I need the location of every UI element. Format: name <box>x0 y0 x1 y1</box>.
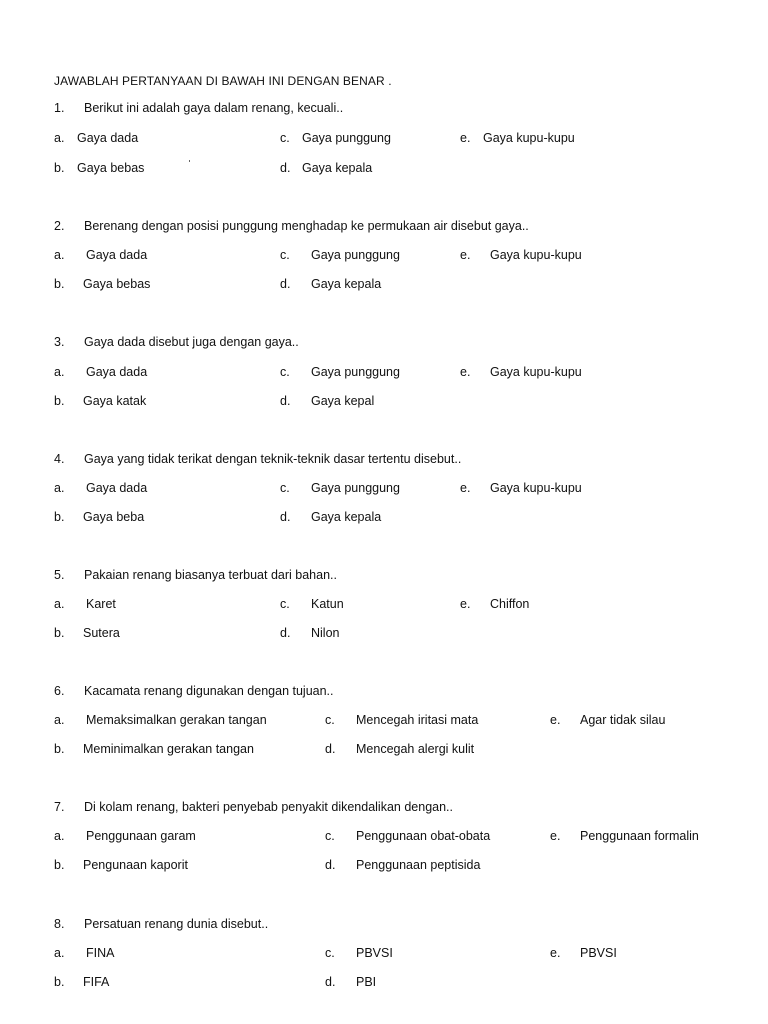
answer-option[interactable]: Karet <box>86 597 116 611</box>
answer-option[interactable]: Gaya katak <box>83 394 147 408</box>
option-letter: b. <box>54 510 65 524</box>
answer-option[interactable]: PBVSI <box>580 946 617 960</box>
option-letter: e. <box>460 365 471 379</box>
answer-option[interactable]: Gaya kupu-kupu <box>490 365 582 379</box>
answer-option[interactable]: Gaya kepal <box>311 394 375 408</box>
question-number: 8. <box>54 917 65 931</box>
question-number: 7. <box>54 800 65 814</box>
option-letter: b. <box>54 858 65 872</box>
answer-option[interactable]: Gaya dada <box>86 248 148 262</box>
answer-option[interactable]: Gaya punggung <box>302 131 391 145</box>
answer-option[interactable]: Gaya punggung <box>311 365 400 379</box>
option-letter: c. <box>325 946 335 960</box>
question-text: Gaya dada disebut juga dengan gaya.. <box>84 335 299 349</box>
answer-option[interactable]: Gaya dada <box>86 481 148 495</box>
question-number: 1. <box>54 101 65 115</box>
answer-option[interactable]: Penggunaan obat-obata <box>356 829 491 843</box>
option-letter: d. <box>280 394 291 408</box>
answer-option[interactable]: Chiffon <box>490 597 530 611</box>
answer-option[interactable]: Gaya dada <box>77 131 139 145</box>
option-letter: c. <box>280 365 290 379</box>
option-letter: b. <box>54 394 65 408</box>
option-letter: e. <box>460 481 471 495</box>
option-letter: c. <box>280 481 290 495</box>
option-letter: e. <box>550 713 561 727</box>
option-letter: a. <box>54 946 65 960</box>
answer-option[interactable]: PBI <box>356 975 377 989</box>
worksheet-title: JAWABLAH PERTANYAAN DI BAWAH INI DENGAN BENAR . <box>54 74 392 88</box>
answer-option[interactable]: Gaya kepala <box>302 161 373 175</box>
answer-option[interactable]: Gaya bebas <box>83 277 151 291</box>
option-letter: a. <box>54 481 65 495</box>
option-letter: a. <box>54 248 65 262</box>
option-letter: e. <box>550 829 561 843</box>
answer-option[interactable]: Gaya kupu-kupu <box>490 248 582 262</box>
question-number: 2. <box>54 219 65 233</box>
question-text: Pakaian renang biasanya terbuat dari bahan.. <box>84 568 337 582</box>
answer-option[interactable]: FIFA <box>83 975 110 989</box>
answer-option[interactable]: Gaya kepala <box>311 510 382 524</box>
option-letter: a. <box>54 713 65 727</box>
answer-option[interactable]: Memaksimalkan gerakan tangan <box>86 713 267 727</box>
question-number: 4. <box>54 452 65 466</box>
option-letter: b. <box>54 742 65 756</box>
option-letter: d. <box>280 277 291 291</box>
answer-option[interactable]: Gaya kupu-kupu <box>483 131 575 145</box>
answer-option[interactable]: Penggunaan formalin <box>580 829 699 843</box>
option-letter: d. <box>280 510 291 524</box>
question-text: Berenang dengan posisi punggung menghadap ke permukaan air disebut gaya.. <box>84 219 529 233</box>
answer-option[interactable]: Gaya punggung <box>311 248 400 262</box>
answer-option[interactable]: PBVSI <box>356 946 393 960</box>
answer-option[interactable]: Nilon <box>311 626 340 640</box>
option-letter: c. <box>325 829 335 843</box>
answer-option[interactable]: Penggunaan garam <box>86 829 196 843</box>
stray-mark <box>189 160 190 162</box>
answer-option[interactable]: Gaya punggung <box>311 481 400 495</box>
question-text: Kacamata renang digunakan dengan tujuan.. <box>84 684 334 698</box>
option-letter: d. <box>325 742 336 756</box>
answer-option[interactable]: Gaya kepala <box>311 277 382 291</box>
answer-option[interactable]: Mencegah iritasi mata <box>356 713 479 727</box>
option-letter: d. <box>280 161 291 175</box>
option-letter: e. <box>460 248 471 262</box>
answer-option[interactable]: Penggunaan peptisida <box>356 858 481 872</box>
option-letter: a. <box>54 365 65 379</box>
option-letter: b. <box>54 277 65 291</box>
option-letter: b. <box>54 975 65 989</box>
answer-option[interactable]: Meminimalkan gerakan tangan <box>83 742 254 756</box>
option-letter: c. <box>280 248 290 262</box>
option-letter: a. <box>54 597 65 611</box>
question-number: 3. <box>54 335 65 349</box>
option-letter: c. <box>280 131 290 145</box>
answer-option[interactable]: Gaya beba <box>83 510 145 524</box>
option-letter: d. <box>280 626 291 640</box>
option-letter: c. <box>280 597 290 611</box>
answer-option[interactable]: FINA <box>86 946 115 960</box>
option-letter: a. <box>54 829 65 843</box>
question-number: 6. <box>54 684 65 698</box>
answer-option[interactable]: Sutera <box>83 626 120 640</box>
option-letter: a. <box>54 131 65 145</box>
option-letter: e. <box>460 131 471 145</box>
answer-option[interactable]: Pengunaan kaporit <box>83 858 188 872</box>
option-letter: b. <box>54 626 65 640</box>
answer-option[interactable]: Mencegah alergi kulit <box>356 742 475 756</box>
question-text: Berikut ini adalah gaya dalam renang, kecuali.. <box>84 101 344 115</box>
answer-option[interactable]: Gaya bebas <box>77 161 145 175</box>
question-number: 5. <box>54 568 65 582</box>
answer-option[interactable]: Agar tidak silau <box>580 713 666 727</box>
option-letter: e. <box>460 597 471 611</box>
option-letter: b. <box>54 161 65 175</box>
answer-option[interactable]: Katun <box>311 597 344 611</box>
question-text: Gaya yang tidak terikat dengan teknik-teknik dasar tertentu disebut.. <box>84 452 462 466</box>
option-letter: d. <box>325 975 336 989</box>
answer-option[interactable]: Gaya dada <box>86 365 148 379</box>
option-letter: d. <box>325 858 336 872</box>
question-text: Di kolam renang, bakteri penyebab penyakit dikendalikan dengan.. <box>84 800 453 814</box>
option-letter: e. <box>550 946 561 960</box>
option-letter: c. <box>325 713 335 727</box>
question-text: Persatuan renang dunia disebut.. <box>84 917 269 931</box>
answer-option[interactable]: Gaya kupu-kupu <box>490 481 582 495</box>
